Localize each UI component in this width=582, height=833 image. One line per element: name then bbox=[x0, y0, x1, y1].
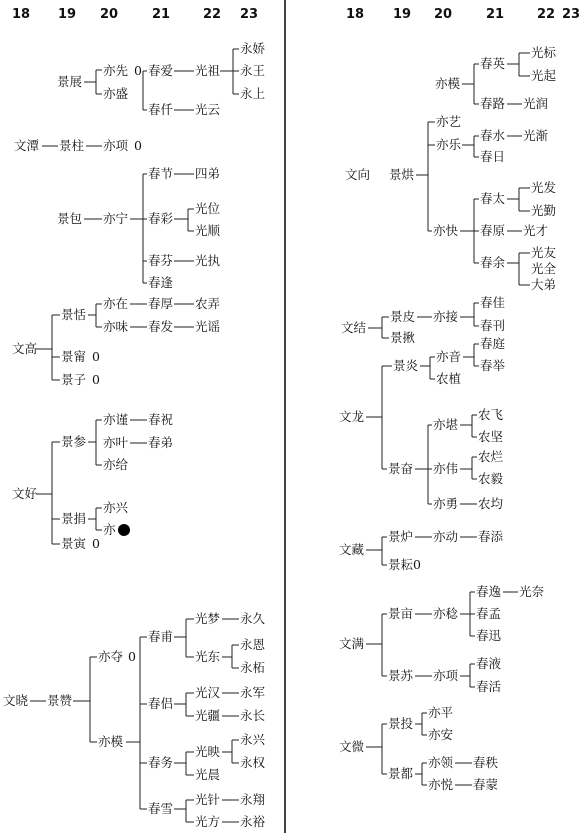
person-name: 春秩 bbox=[473, 755, 499, 770]
person-name: 亦项 bbox=[103, 138, 129, 153]
person-name: 春孟 bbox=[476, 606, 502, 621]
person-name: 永柘 bbox=[240, 660, 266, 675]
person-name: 0 bbox=[134, 63, 142, 78]
person-name: 亦勇 bbox=[433, 496, 459, 511]
person-name: 亦夺 bbox=[98, 649, 124, 664]
person-name: 景耘0 bbox=[388, 557, 421, 572]
person-name: 亦快 bbox=[433, 223, 459, 238]
person-name: 永兴 bbox=[240, 732, 266, 747]
person-name: 光东 bbox=[195, 649, 221, 664]
person-name: 大弟 bbox=[531, 277, 557, 292]
person-name: 光顺 bbox=[195, 223, 221, 238]
person-name: 景投 bbox=[388, 716, 414, 731]
person-name: 亦艺 bbox=[436, 114, 462, 129]
person-name: 景亩 bbox=[388, 606, 414, 621]
person-name: 永久 bbox=[240, 611, 266, 626]
person-name: 春刊 bbox=[480, 318, 506, 333]
person-name: 春祝 bbox=[148, 412, 174, 427]
person-name: 春水 bbox=[480, 128, 506, 143]
person-name: 春路 bbox=[480, 96, 506, 111]
person-name: 永翔 bbox=[240, 792, 266, 807]
person-name: 春迅 bbox=[476, 628, 502, 643]
person-name: 光疆 bbox=[195, 708, 221, 723]
person-name: 亦伟 bbox=[433, 461, 459, 476]
person-name: 光汉 bbox=[195, 685, 221, 700]
person-name: 景都 bbox=[388, 766, 414, 781]
generation-header: 22 bbox=[203, 7, 222, 22]
person-name: 春逸 bbox=[476, 584, 502, 599]
person-name: 景揪 bbox=[390, 330, 416, 345]
person-name: 亦悦 bbox=[428, 777, 454, 792]
generation-header: 21 bbox=[152, 7, 171, 22]
generation-header: 18 bbox=[346, 7, 365, 22]
person-name: 亦领 bbox=[428, 755, 454, 770]
person-name: 光发 bbox=[531, 180, 557, 195]
person-name: 文龙 bbox=[339, 409, 365, 424]
person-name: 春日 bbox=[480, 149, 506, 164]
person-name: 春厚 bbox=[148, 296, 174, 311]
person-name: 农飞 bbox=[478, 407, 504, 422]
person-name: 亦兴 bbox=[103, 500, 129, 515]
person-name: 景炎 bbox=[393, 358, 419, 373]
person-name: 景参 bbox=[61, 434, 87, 449]
person-name: 文满 bbox=[339, 636, 365, 651]
person-name: 亦给 bbox=[103, 457, 129, 472]
person-name: 永裕 bbox=[240, 814, 266, 829]
person-name: 亦先 bbox=[103, 63, 129, 78]
generation-header: 23 bbox=[562, 7, 581, 22]
person-name: 光渐 bbox=[523, 128, 549, 143]
generation-header: 19 bbox=[393, 7, 412, 22]
person-name: 文好 bbox=[12, 486, 38, 501]
person-name: 农均 bbox=[478, 496, 504, 511]
generation-header: 23 bbox=[240, 7, 259, 22]
person-name: 亦动 bbox=[433, 529, 459, 544]
person-name: 光润 bbox=[523, 96, 549, 111]
person-name: 亦在 bbox=[103, 296, 129, 311]
person-name: 光奈 bbox=[519, 584, 545, 599]
person-name: 永上 bbox=[240, 86, 266, 101]
generation-header: 20 bbox=[434, 7, 453, 22]
person-name: 亦宁 bbox=[103, 211, 129, 226]
person-name: 景寅 bbox=[61, 536, 87, 551]
filled-circle-icon bbox=[118, 524, 130, 536]
person-name: 光晨 bbox=[195, 767, 221, 782]
person-name: 亦项 bbox=[433, 668, 459, 683]
person-name: 光针 bbox=[195, 792, 221, 807]
person-name: 亦接 bbox=[433, 309, 459, 324]
person-name: 春逢 bbox=[148, 275, 174, 290]
person-name: 光全 bbox=[531, 261, 557, 276]
person-name: 春雪 bbox=[148, 801, 174, 816]
person-name: 景柱 bbox=[59, 138, 85, 153]
person-name: 春添 bbox=[478, 529, 504, 544]
person-name: 光执 bbox=[195, 253, 221, 268]
person-name: 景包 bbox=[57, 211, 83, 226]
person-name: 文潭 bbox=[14, 138, 40, 153]
generation-header: 20 bbox=[100, 7, 119, 22]
person-name: 0 bbox=[92, 372, 100, 387]
person-name: 亦谨 bbox=[103, 412, 129, 427]
person-name: 景捐 bbox=[61, 511, 87, 526]
person-name: 光映 bbox=[195, 744, 221, 759]
person-name: 光谣 bbox=[195, 319, 221, 334]
person-name: 春发 bbox=[148, 319, 174, 334]
person-name: 亦堪 bbox=[433, 417, 459, 432]
person-name: 0 bbox=[134, 138, 142, 153]
person-name: 春活 bbox=[476, 679, 502, 694]
person-name: 光友 bbox=[531, 245, 557, 260]
person-name: 光梦 bbox=[195, 611, 221, 626]
person-name: 亦音 bbox=[436, 349, 462, 364]
person-name: 农植 bbox=[436, 371, 462, 386]
person-name: 农弄 bbox=[195, 296, 221, 311]
person-name: 亦平 bbox=[428, 705, 454, 720]
person-name: 景甯 bbox=[61, 349, 87, 364]
person-name: 亦安 bbox=[428, 727, 454, 742]
person-name: 亦盛 bbox=[103, 86, 129, 101]
person-name: 春佳 bbox=[480, 295, 506, 310]
person-name: 景皮 bbox=[390, 309, 416, 324]
person-name: 0 bbox=[128, 649, 136, 664]
person-name: 文向 bbox=[345, 167, 371, 182]
person-name: 春弟 bbox=[148, 435, 174, 450]
person-name: 0 bbox=[92, 536, 100, 551]
person-name: 春蒙 bbox=[473, 777, 499, 792]
person-name: 农坚 bbox=[478, 429, 504, 444]
person-name: 春原 bbox=[480, 223, 506, 238]
person-name: 春余 bbox=[480, 255, 506, 270]
person-name: 文高 bbox=[12, 341, 38, 356]
person-name: 景苏 bbox=[388, 668, 414, 683]
person-name: 景恬 bbox=[61, 307, 87, 322]
person-name: 亦味 bbox=[103, 319, 129, 334]
person-name: 亦模 bbox=[98, 734, 124, 749]
person-name: 永恩 bbox=[240, 637, 266, 652]
person-name: 春庭 bbox=[480, 336, 506, 351]
person-name: 景赞 bbox=[47, 693, 73, 708]
person-name: 亦乐 bbox=[436, 137, 462, 152]
person-name: 春举 bbox=[480, 358, 506, 373]
person-name: 光勤 bbox=[531, 203, 557, 218]
person-name: 文结 bbox=[341, 320, 367, 335]
person-name: 景奋 bbox=[388, 461, 414, 476]
person-name: 光云 bbox=[195, 102, 221, 117]
person-name: 永长 bbox=[240, 708, 266, 723]
person-name: 景子 bbox=[61, 372, 87, 387]
person-name: 光起 bbox=[531, 68, 557, 83]
person-name: 春甫 bbox=[148, 629, 174, 644]
person-name: 亦模 bbox=[435, 76, 461, 91]
person-name: 景炉 bbox=[388, 529, 414, 544]
person-name: 春彩 bbox=[148, 211, 174, 226]
person-name: 春英 bbox=[480, 56, 506, 71]
person-name: 光位 bbox=[195, 201, 221, 216]
generation-header: 21 bbox=[486, 7, 505, 22]
person-name: 春仟 bbox=[148, 102, 174, 117]
person-name: 光标 bbox=[531, 45, 557, 60]
person-name: 四弟 bbox=[195, 166, 221, 181]
generation-header: 19 bbox=[58, 7, 77, 22]
person-name: 景展 bbox=[57, 74, 83, 89]
person-name: 0 bbox=[92, 349, 100, 364]
person-name: 春芬 bbox=[148, 253, 174, 268]
person-name: 春太 bbox=[480, 191, 506, 206]
person-name: 农毅 bbox=[478, 471, 504, 486]
person-name: 光祖 bbox=[195, 63, 221, 78]
person-name: 春侣 bbox=[148, 696, 174, 711]
person-name: 景烘 bbox=[389, 167, 415, 182]
person-name: 亦叶 bbox=[103, 435, 129, 450]
person-name: 永军 bbox=[240, 685, 266, 700]
person-name: 永权 bbox=[240, 755, 266, 770]
person-name: 文晓 bbox=[3, 693, 29, 708]
person-name: 永娇 bbox=[240, 41, 266, 56]
person-name: 春液 bbox=[476, 656, 502, 671]
person-name: 春爱 bbox=[148, 63, 174, 78]
generation-header: 22 bbox=[537, 7, 556, 22]
person-name: 农烂 bbox=[478, 449, 504, 464]
generation-header: 18 bbox=[12, 7, 31, 22]
person-name: 春节 bbox=[148, 166, 174, 181]
person-name: 光才 bbox=[523, 223, 549, 238]
person-name: 文藏 bbox=[339, 542, 365, 557]
person-name: 光方 bbox=[195, 814, 221, 829]
person-name: 亦稔 bbox=[433, 606, 459, 621]
person-name: 文微 bbox=[339, 739, 365, 754]
person-name: 春务 bbox=[148, 755, 174, 770]
person-name: 亦 bbox=[103, 522, 116, 537]
person-name: 永王 bbox=[240, 63, 266, 78]
